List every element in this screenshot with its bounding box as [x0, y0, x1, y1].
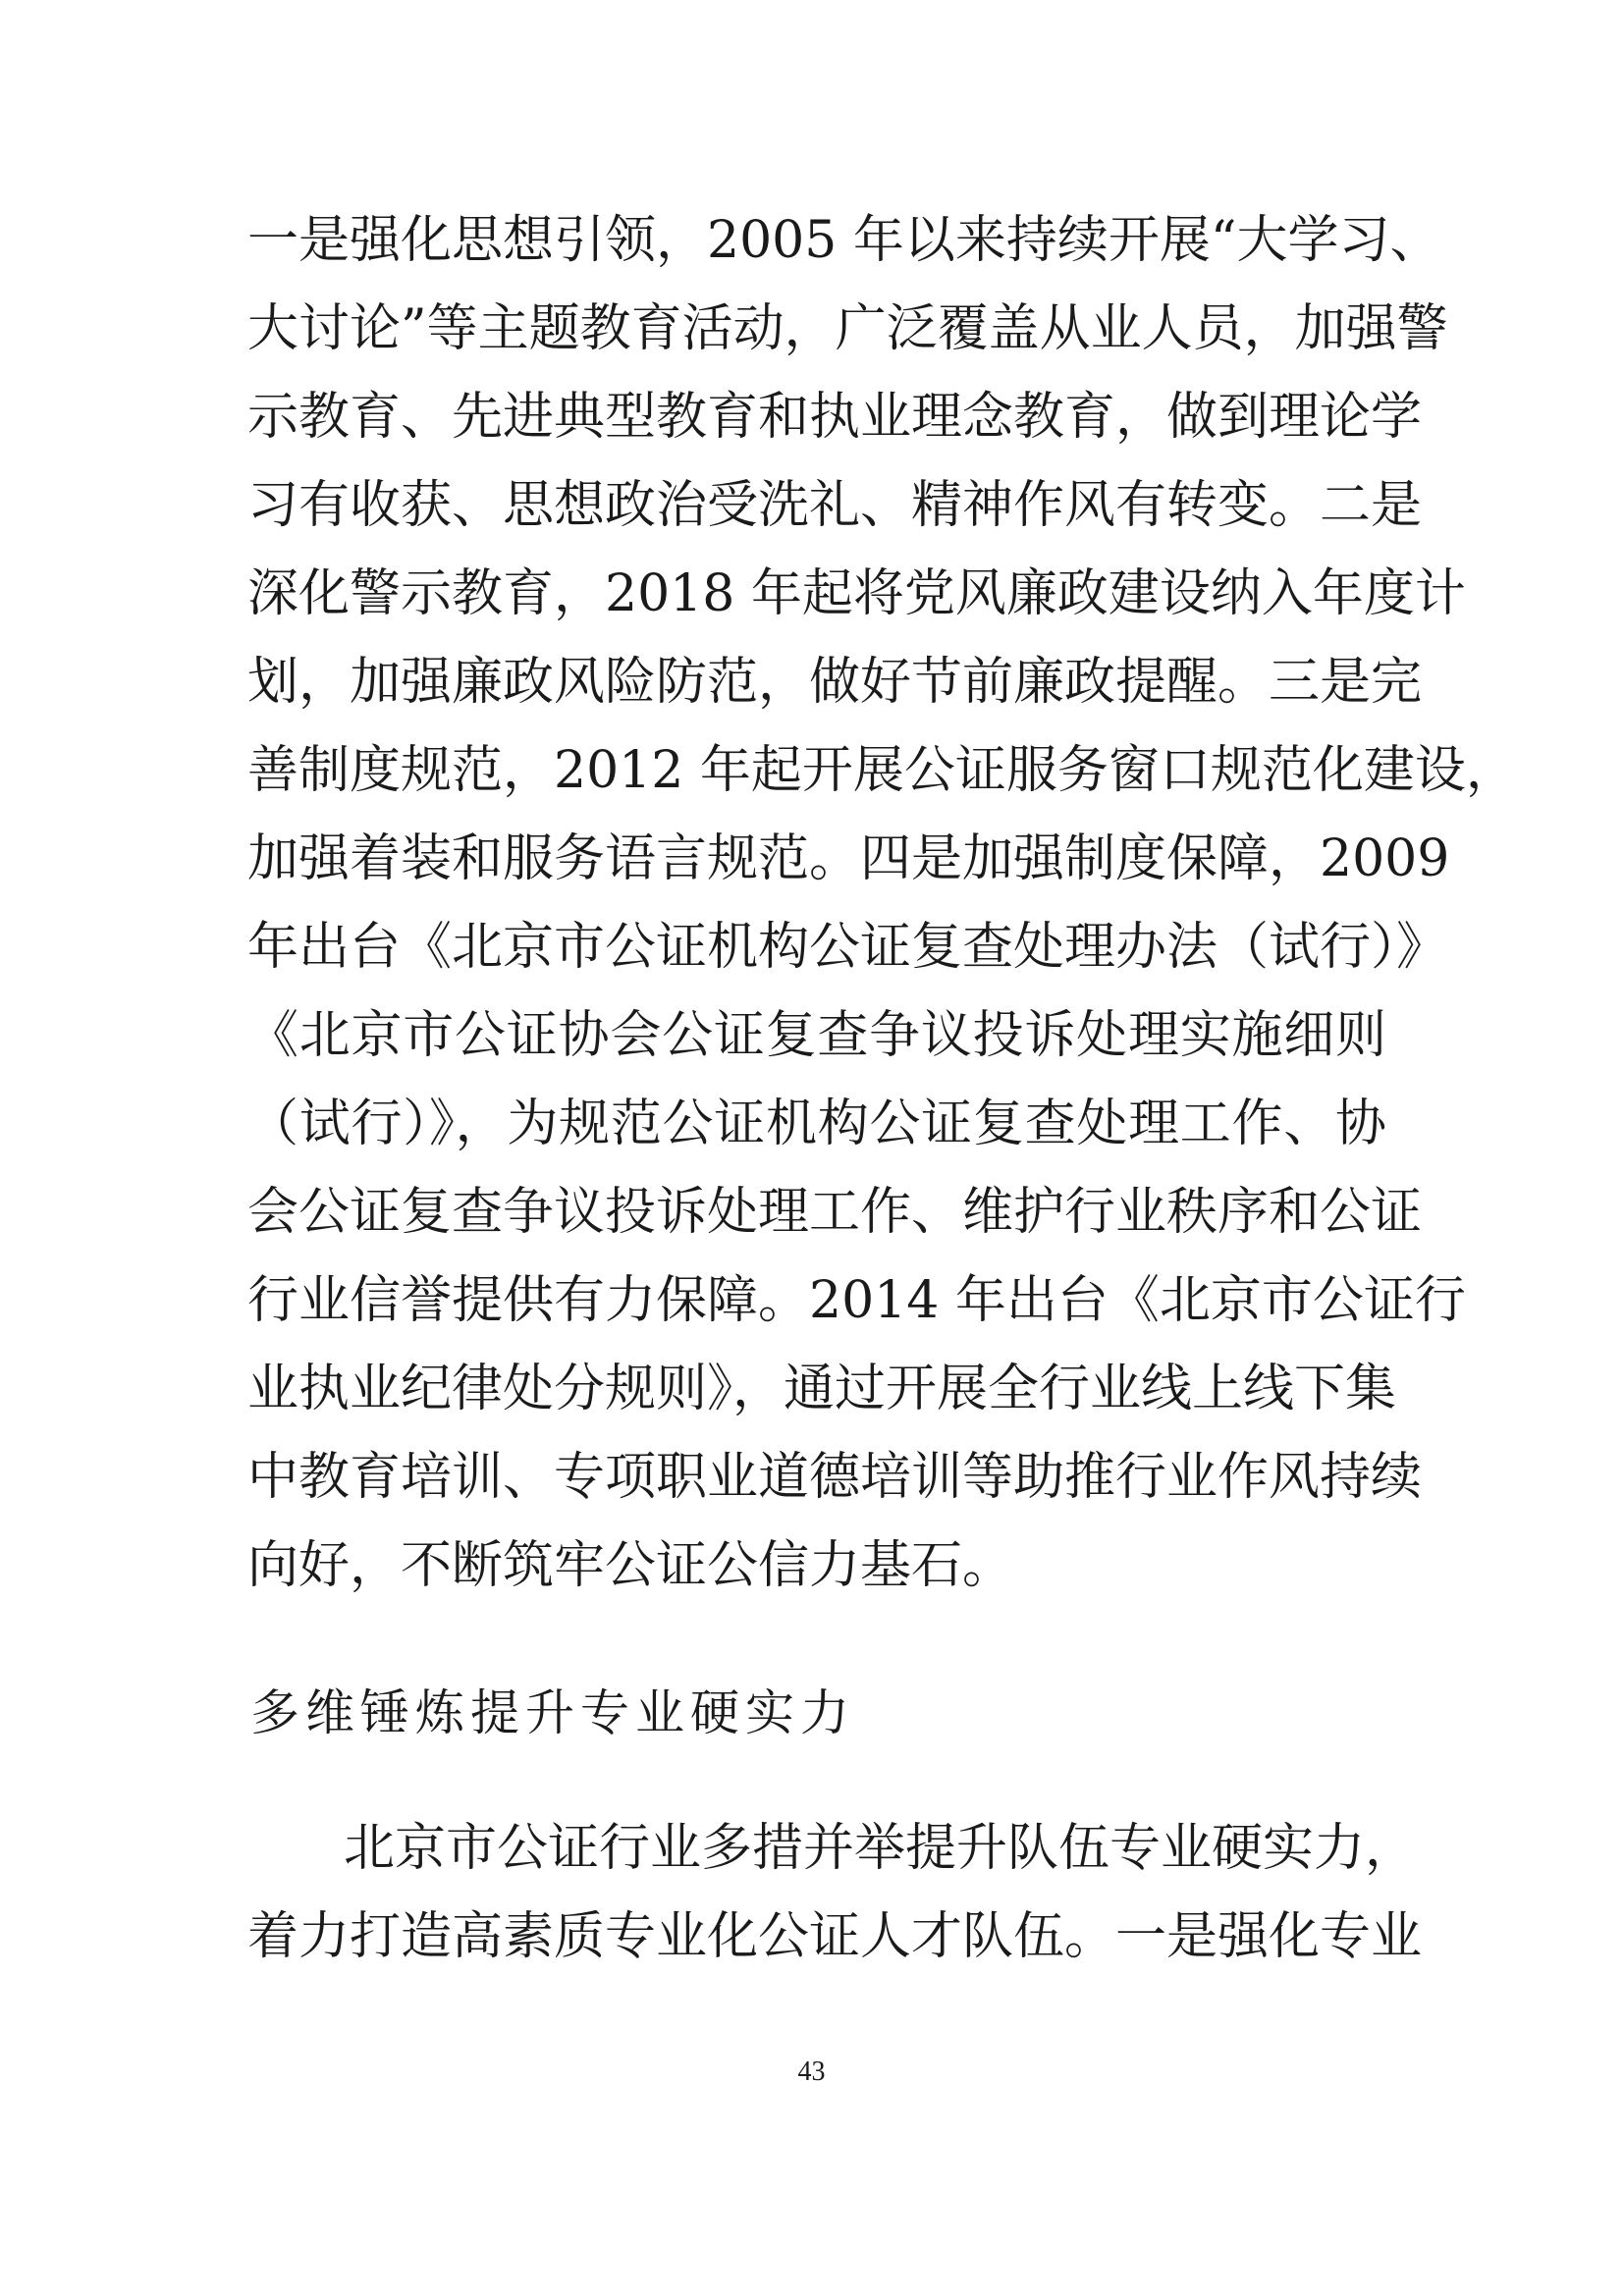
body-line: 加强着装和服务语言规范。四是加强制度保障，2009 [247, 829, 1450, 888]
body-line: 向好，不断筑牢公证公信力基石。 [247, 1536, 1014, 1595]
body-line: 中教育培训、专项职业道德培训等助推行业作风持续 [247, 1448, 1423, 1507]
body-line: 《北京市公证协会公证复查争议投诉处理实施细则 [247, 1006, 1386, 1065]
body-line: （试行）》，为规范公证机构公证复查处理工作、协 [247, 1095, 1386, 1153]
body-line: 示教育、先进典型教育和执业理念教育，做到理论学 [247, 388, 1423, 447]
body-line: 会公证复查争议投诉处理工作、维护行业秩序和公证 [247, 1183, 1423, 1242]
body-line: 深化警示教育，2018 年起将党风廉政建设纳入年度计 [247, 564, 1466, 623]
body-line: 一是强化思想引领，2005 年以来持续开展“大学习、 [247, 211, 1441, 270]
body-line: 大讨论”等主题教育活动，广泛覆盖从业人员，加强警 [247, 299, 1448, 358]
section-heading: 多维锤炼提升专业硬实力 [250, 1684, 855, 1741]
section-line: 北京市公证行业多措并举提升队伍专业硬实力， [344, 1819, 1417, 1878]
page-number: 43 [797, 2056, 826, 2087]
body-line: 业执业纪律处分规则》，通过开展全行业线上线下集 [247, 1360, 1397, 1418]
body-line: 善制度规范，2012 年起开展公证服务窗口规范化建设， [247, 741, 1517, 800]
body-line: 习有收获、思想政治受洗礼、精神作风有转变。二是 [247, 476, 1423, 535]
body-line: 年出台《北京市公证机构公证复查处理办法（试行）》 [247, 918, 1448, 977]
section-line: 着力打造高素质专业化公证人才队伍。一是强化专业 [247, 1907, 1423, 1966]
body-line: 划，加强廉政风险防范，做好节前廉政提醒。三是完 [247, 653, 1423, 712]
body-line: 行业信誉提供有力保障。2014 年出台《北京市公证行 [247, 1271, 1466, 1330]
